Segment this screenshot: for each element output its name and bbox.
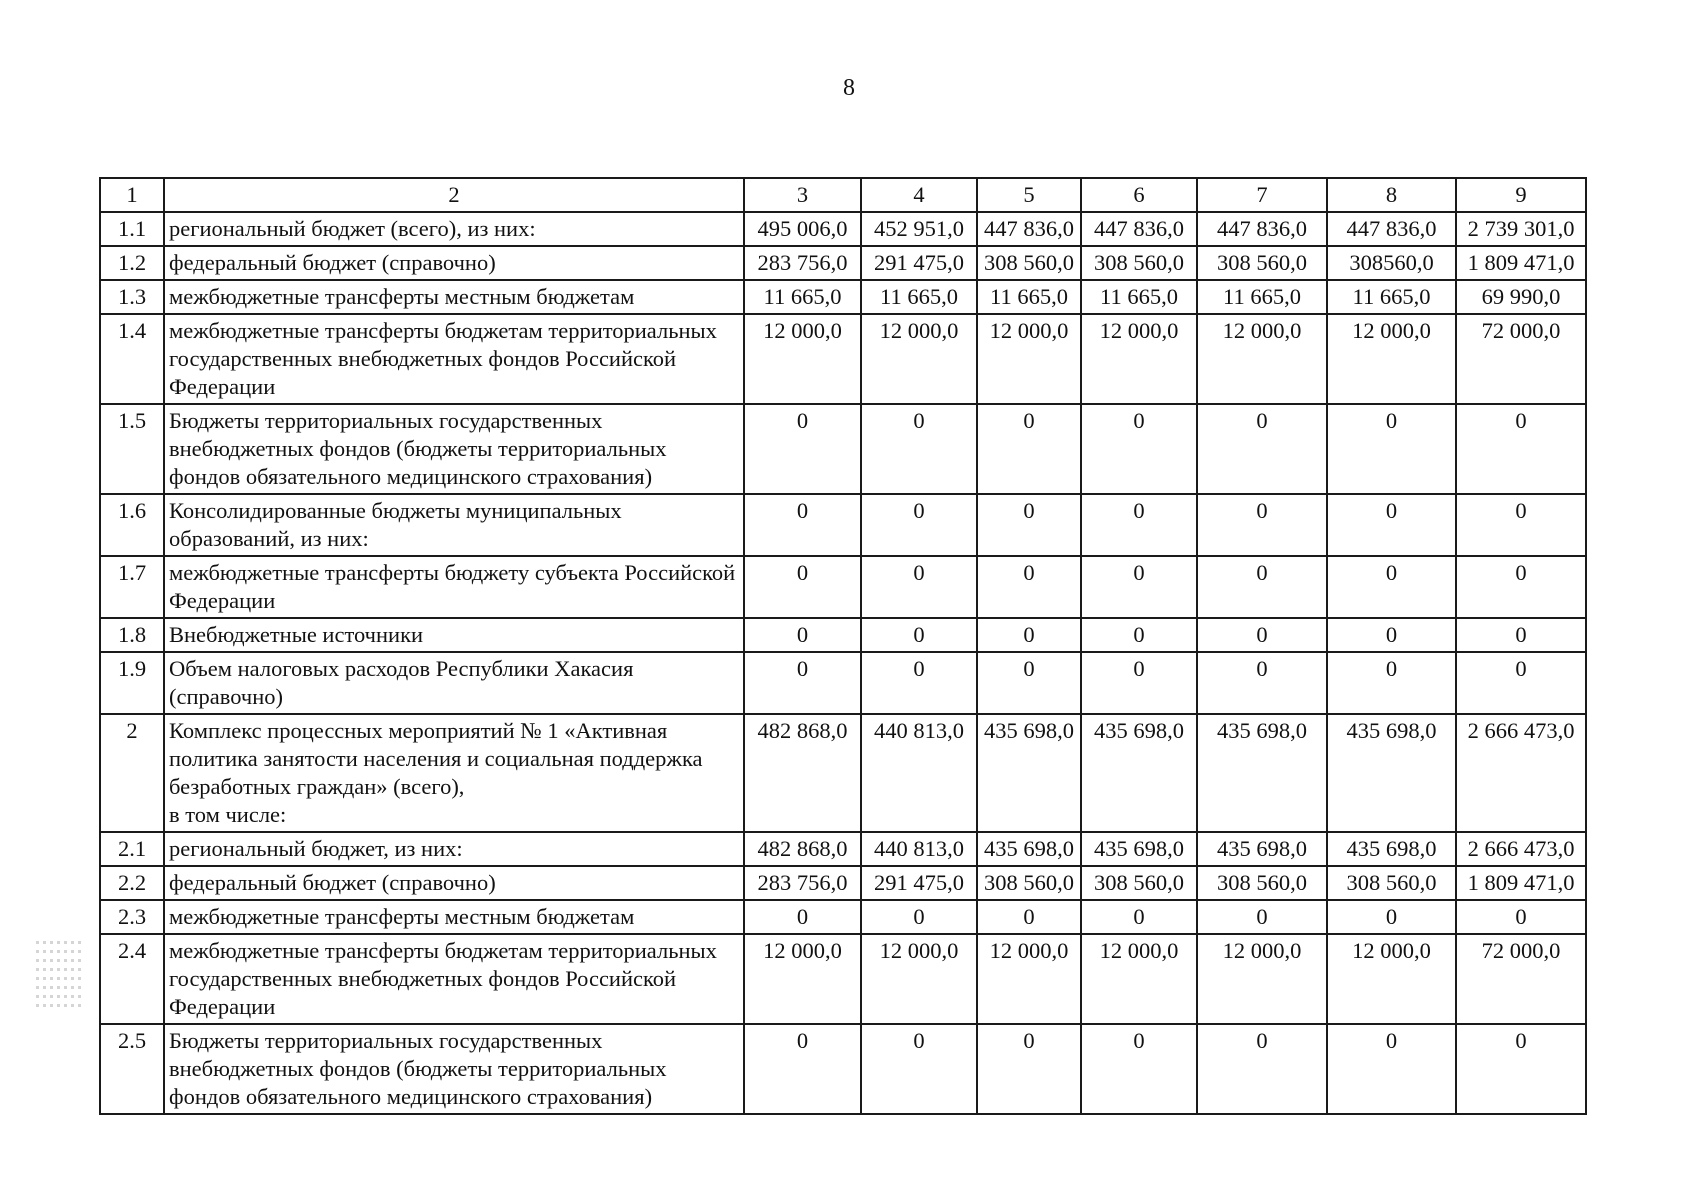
table-header-row	[100, 178, 1586, 212]
value-cell: 12 000,0	[977, 314, 1081, 404]
header-cell: 2	[164, 178, 744, 212]
value-cell: 12 000,0	[1081, 934, 1197, 1024]
row-name-cell: федеральный бюджет (справочно)	[164, 246, 744, 280]
row-number-cell: 2.5	[100, 1024, 164, 1114]
row-number-cell: 2.3	[100, 900, 164, 934]
value-cell: 72 000,0	[1456, 314, 1586, 404]
value-cell: 435 698,0	[977, 832, 1081, 866]
row-number-cell: 2.2	[100, 866, 164, 900]
value-cell: 0	[1456, 494, 1586, 556]
value-cell: 308 560,0	[977, 246, 1081, 280]
value-cell: 1 809 471,0	[1456, 866, 1586, 900]
row-name-cell: Комплекс процессных мероприятий № 1 «Активная политика занятости населения и социальная поддержка безработных граждан» (всего), в том числе:	[164, 714, 744, 832]
value-cell: 447 836,0	[1197, 212, 1327, 246]
value-cell: 0	[1081, 900, 1197, 934]
value-cell: 12 000,0	[1197, 314, 1327, 404]
value-cell: 0	[1327, 494, 1456, 556]
table-row	[100, 866, 1586, 900]
page-number: 8	[843, 75, 855, 101]
value-cell: 0	[977, 404, 1081, 494]
value-cell: 0	[1456, 900, 1586, 934]
value-cell: 0	[1197, 494, 1327, 556]
value-cell: 0	[977, 618, 1081, 652]
table-body	[100, 178, 1586, 1114]
row-number-cell: 1.5	[100, 404, 164, 494]
value-cell: 283 756,0	[744, 246, 861, 280]
header-cell: 1	[100, 178, 164, 212]
value-cell: 0	[1197, 900, 1327, 934]
value-cell: 12 000,0	[861, 934, 977, 1024]
value-cell: 12 000,0	[1327, 934, 1456, 1024]
value-cell: 435 698,0	[1081, 714, 1197, 832]
value-cell: 0	[1081, 1024, 1197, 1114]
value-cell: 482 868,0	[744, 714, 861, 832]
value-cell: 0	[861, 900, 977, 934]
table-row	[100, 556, 1586, 618]
value-cell: 447 836,0	[1081, 212, 1197, 246]
budget-table-container	[99, 177, 1585, 1115]
value-cell: 452 951,0	[861, 212, 977, 246]
row-name-cell: межбюджетные трансферты бюджетам территориальных государственных внебюджетных фондов Российской Федерации	[164, 934, 744, 1024]
value-cell: 440 813,0	[861, 714, 977, 832]
table-row	[100, 714, 1586, 832]
value-cell: 0	[1197, 556, 1327, 618]
table-row	[100, 280, 1586, 314]
value-cell: 0	[977, 652, 1081, 714]
value-cell: 0	[861, 494, 977, 556]
row-number-cell: 1.1	[100, 212, 164, 246]
value-cell: 308 560,0	[1197, 866, 1327, 900]
value-cell: 2 666 473,0	[1456, 832, 1586, 866]
value-cell: 0	[744, 556, 861, 618]
value-cell: 447 836,0	[1327, 212, 1456, 246]
row-name-cell: межбюджетные трансферты местным бюджетам	[164, 280, 744, 314]
value-cell: 12 000,0	[1327, 314, 1456, 404]
value-cell: 12 000,0	[977, 934, 1081, 1024]
value-cell: 0	[1327, 652, 1456, 714]
row-name-cell: Бюджеты территориальных государственных внебюджетных фондов (бюджеты территориальных фондов обязательного медицинского страхования)	[164, 1024, 744, 1114]
value-cell: 0	[861, 1024, 977, 1114]
value-cell: 0	[861, 556, 977, 618]
value-cell: 435 698,0	[1081, 832, 1197, 866]
value-cell: 308 560,0	[1327, 866, 1456, 900]
row-name-cell: Объем налоговых расходов Республики Хакасия (справочно)	[164, 652, 744, 714]
table-row	[100, 314, 1586, 404]
header-cell: 4	[861, 178, 977, 212]
row-number-cell: 1.2	[100, 246, 164, 280]
row-number-cell: 1.9	[100, 652, 164, 714]
value-cell: 72 000,0	[1456, 934, 1586, 1024]
value-cell: 0	[861, 618, 977, 652]
value-cell: 12 000,0	[744, 934, 861, 1024]
header-cell: 8	[1327, 178, 1456, 212]
table-row	[100, 1024, 1586, 1114]
value-cell: 435 698,0	[977, 714, 1081, 832]
value-cell: 0	[1327, 556, 1456, 618]
value-cell: 0	[1456, 652, 1586, 714]
value-cell: 291 475,0	[861, 866, 977, 900]
row-name-cell: региональный бюджет (всего), из них:	[164, 212, 744, 246]
value-cell: 308 560,0	[1081, 866, 1197, 900]
header-cell: 7	[1197, 178, 1327, 212]
row-name-cell: региональный бюджет, из них:	[164, 832, 744, 866]
value-cell: 12 000,0	[1197, 934, 1327, 1024]
header-cell: 6	[1081, 178, 1197, 212]
value-cell: 0	[1081, 556, 1197, 618]
header-cell: 9	[1456, 178, 1586, 212]
value-cell: 0	[1197, 618, 1327, 652]
value-cell: 0	[977, 1024, 1081, 1114]
value-cell: 291 475,0	[861, 246, 977, 280]
value-cell: 308560,0	[1327, 246, 1456, 280]
value-cell: 12 000,0	[861, 314, 977, 404]
value-cell: 447 836,0	[977, 212, 1081, 246]
row-name-cell: Бюджеты территориальных государственных внебюджетных фондов (бюджеты территориальных фондов обязательного медицинского страхования)	[164, 404, 744, 494]
value-cell: 11 665,0	[977, 280, 1081, 314]
value-cell: 0	[744, 618, 861, 652]
row-number-cell: 2.4	[100, 934, 164, 1024]
table-row	[100, 934, 1586, 1024]
value-cell: 0	[1456, 556, 1586, 618]
table-row	[100, 832, 1586, 866]
row-number-cell: 2	[100, 714, 164, 832]
value-cell: 12 000,0	[1081, 314, 1197, 404]
value-cell: 435 698,0	[1327, 714, 1456, 832]
row-number-cell: 1.3	[100, 280, 164, 314]
value-cell: 308 560,0	[1197, 246, 1327, 280]
value-cell: 0	[744, 652, 861, 714]
value-cell: 0	[1327, 1024, 1456, 1114]
value-cell: 283 756,0	[744, 866, 861, 900]
value-cell: 0	[1197, 1024, 1327, 1114]
value-cell: 482 868,0	[744, 832, 861, 866]
header-cell: 3	[744, 178, 861, 212]
value-cell: 0	[744, 404, 861, 494]
row-number-cell: 1.8	[100, 618, 164, 652]
row-name-cell: межбюджетные трансферты местным бюджетам	[164, 900, 744, 934]
value-cell: 0	[1456, 1024, 1586, 1114]
value-cell: 0	[744, 494, 861, 556]
value-cell: 2 739 301,0	[1456, 212, 1586, 246]
value-cell: 0	[977, 900, 1081, 934]
value-cell: 0	[1327, 900, 1456, 934]
value-cell: 0	[861, 652, 977, 714]
value-cell: 435 698,0	[1197, 714, 1327, 832]
value-cell: 11 665,0	[744, 280, 861, 314]
table-row	[100, 900, 1586, 934]
scan-artifact	[36, 935, 82, 1055]
table-row	[100, 494, 1586, 556]
value-cell: 0	[1456, 404, 1586, 494]
value-cell: 0	[1081, 618, 1197, 652]
row-number-cell: 1.4	[100, 314, 164, 404]
value-cell: 440 813,0	[861, 832, 977, 866]
row-name-cell: Внебюджетные источники	[164, 618, 744, 652]
table-row	[100, 246, 1586, 280]
value-cell: 308 560,0	[1081, 246, 1197, 280]
value-cell: 0	[861, 404, 977, 494]
value-cell: 2 666 473,0	[1456, 714, 1586, 832]
value-cell: 0	[1081, 494, 1197, 556]
value-cell: 11 665,0	[1197, 280, 1327, 314]
value-cell: 0	[1456, 618, 1586, 652]
value-cell: 0	[744, 900, 861, 934]
value-cell: 435 698,0	[1327, 832, 1456, 866]
value-cell: 0	[744, 1024, 861, 1114]
value-cell: 495 006,0	[744, 212, 861, 246]
value-cell: 11 665,0	[861, 280, 977, 314]
row-name-cell: межбюджетные трансферты бюджету субъекта Российской Федерации	[164, 556, 744, 618]
table-row	[100, 404, 1586, 494]
row-name-cell: Консолидированные бюджеты муниципальных образований, из них:	[164, 494, 744, 556]
table-row	[100, 618, 1586, 652]
value-cell: 0	[1197, 652, 1327, 714]
value-cell: 0	[977, 494, 1081, 556]
value-cell: 0	[1081, 404, 1197, 494]
value-cell: 308 560,0	[977, 866, 1081, 900]
row-number-cell: 2.1	[100, 832, 164, 866]
row-name-cell: федеральный бюджет (справочно)	[164, 866, 744, 900]
row-name-cell: межбюджетные трансферты бюджетам территориальных государственных внебюджетных фондов Российской Федерации	[164, 314, 744, 404]
value-cell: 11 665,0	[1081, 280, 1197, 314]
budget-table	[99, 177, 1587, 1115]
value-cell: 0	[1081, 652, 1197, 714]
row-number-cell: 1.7	[100, 556, 164, 618]
value-cell: 435 698,0	[1197, 832, 1327, 866]
value-cell: 11 665,0	[1327, 280, 1456, 314]
table-row	[100, 212, 1586, 246]
value-cell: 0	[977, 556, 1081, 618]
row-number-cell: 1.6	[100, 494, 164, 556]
value-cell: 0	[1327, 618, 1456, 652]
value-cell: 12 000,0	[744, 314, 861, 404]
value-cell: 69 990,0	[1456, 280, 1586, 314]
value-cell: 1 809 471,0	[1456, 246, 1586, 280]
table-row	[100, 652, 1586, 714]
header-cell: 5	[977, 178, 1081, 212]
value-cell: 0	[1327, 404, 1456, 494]
value-cell: 0	[1197, 404, 1327, 494]
